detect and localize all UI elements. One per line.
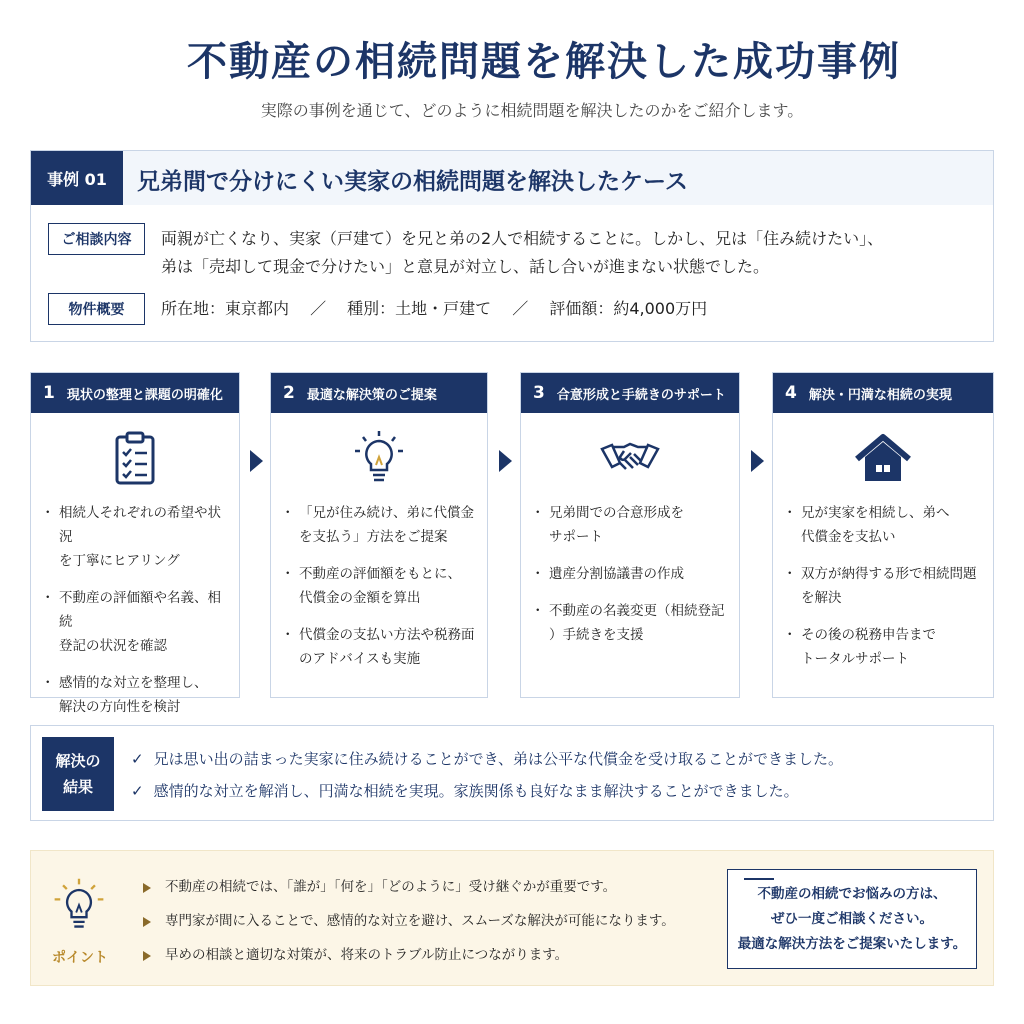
point-label: ポイント [52,950,108,966]
page-subtitle: 実際の事例を通じて、どのように相続問題を解決したのかをご紹介します。 [260,101,804,120]
step-card-4 [772,372,994,698]
step-header [773,373,993,413]
step-title: 解決・円満な相続の実現 [808,387,952,403]
arrow-right-icon [751,450,764,472]
check-icon: ✓ [131,750,144,768]
step-header [31,373,239,413]
step-header [521,373,739,413]
step-number: 2 [283,383,295,403]
step-bullet: ・ 相続人それぞれの希望や状況 を丁寧にヒアリング [45,501,233,573]
consult-text [161,225,883,281]
step-bullet-list [285,501,481,684]
point-text: 専門家が間に入ることで、感情的な対立を避け、スムーズな解決が可能になります。 [165,913,675,929]
result-line [131,748,843,769]
step-card-3 [520,372,740,698]
consultation-callout [727,869,977,969]
case-tag: 事例 01 [31,151,123,205]
step-card-2 [270,372,488,698]
point-box [30,850,994,986]
point-text: 早めの相談と適切な対策が、将来のトラブル防止につながります。 [165,947,569,963]
step-number: 1 [43,383,55,403]
step-bullet: ・ 不動産の評価額をもとに、 代償金の金額を算出 [285,562,481,610]
property-label: 物件概要 [48,293,145,325]
point-line [143,943,568,963]
step-bullet: ・ 双方が納得する形で相続問題 を解決 [787,562,987,610]
step-title: 最適な解決策のご提案 [306,387,437,403]
result-text: 感情的な対立を解消し、円満な相続を実現。家族関係も良好なまま解決することができました。 [153,782,799,800]
arrow-right-icon [499,450,512,472]
consult-label: ご相談内容 [48,223,145,255]
result-text: 兄は思い出の詰まった実家に住み続けることができ、弟は公平な代償金を受け取ることができました。 [153,750,843,768]
clipboard-icon [103,427,167,491]
case-box [30,150,994,342]
triangle-bullet-icon [143,917,151,927]
lightbulb-icon [347,427,411,491]
point-line [143,909,675,929]
result-tag-line: 解決の [55,752,101,770]
point-line [143,875,616,895]
advice-line: 不動産の相続でお悩みの方は、 [757,885,947,902]
case-heading: 兄弟間で分けにくい実家の相続問題を解決したケース [137,169,688,195]
page-title: 不動産の相続問題を解決した成功事例 [187,38,901,85]
step-header [271,373,487,413]
handshake-icon [594,427,666,491]
step-bullet: ・ 遺産分割協議書の作成 [535,562,733,586]
consult-line: 両親が亡くなり、実家（戸建て）を兄と弟の2人で相続することに。しかし、兄は「住み続けたい」、 [161,229,884,248]
point-text: 不動産の相続では、「誰が」「何を」「どのように」受け継ぐかが重要です。 [165,879,617,895]
result-box [30,725,994,821]
step-bullet: ・ その後の税務申告まで トータルサポート [787,623,987,671]
result-line [131,780,799,801]
step-bullet-list [45,501,233,732]
result-tag [42,737,114,811]
advice-line: ぜひ一度ご相談ください。 [771,910,933,927]
step-number: 4 [785,383,797,403]
step-card-1 [30,372,240,715]
case-details [31,205,993,341]
consult-line: 弟は「売却して現金で分けたい」と意見が対立し、話し合いが進まない状態でした。 [161,257,770,276]
lightbulb-icon [49,875,109,935]
step-bullet: ・ 代償金の支払い方法や税務面 のアドバイスも実施 [285,623,481,671]
triangle-bullet-icon [143,883,151,893]
step-number: 3 [533,383,545,403]
step-bullet: ・ 兄が実家を相続し、弟へ 代償金を支払い [787,501,987,549]
result-tag-line: 結果 [62,778,93,796]
house-icon [851,427,915,491]
step-bullet: ・ 兄弟間での合意形成を サポート [535,501,733,549]
advice-line: 最適な解決方法をご提案いたします。 [737,935,967,952]
step-bullet: ・ 不動産の評価額や名義、相続 登記の状況を確認 [45,586,233,658]
arrow-right-icon [250,450,263,472]
step-bullet: ・ 感情的な対立を整理し、 解決の方向性を検討 [45,671,233,719]
step-bullet-list [535,501,733,660]
step-bullet-list [787,501,987,684]
step-title: 現状の整理と課題の明確化 [66,387,223,403]
check-icon: ✓ [131,782,144,800]
property-text: 所在地：東京都内 ／ 種別：土地・戸建て ／ 評価額：約4,000万円 [161,299,708,318]
step-bullet: ・ 「兄が住み続け、弟に代償金 を支払う」方法をご提案 [285,501,481,549]
step-title: 合意形成と手続きのサポート [556,387,726,403]
triangle-bullet-icon [143,951,151,961]
step-bullet: ・ 不動産の名義変更（相続登記 ）手続きを支援 [535,599,733,647]
